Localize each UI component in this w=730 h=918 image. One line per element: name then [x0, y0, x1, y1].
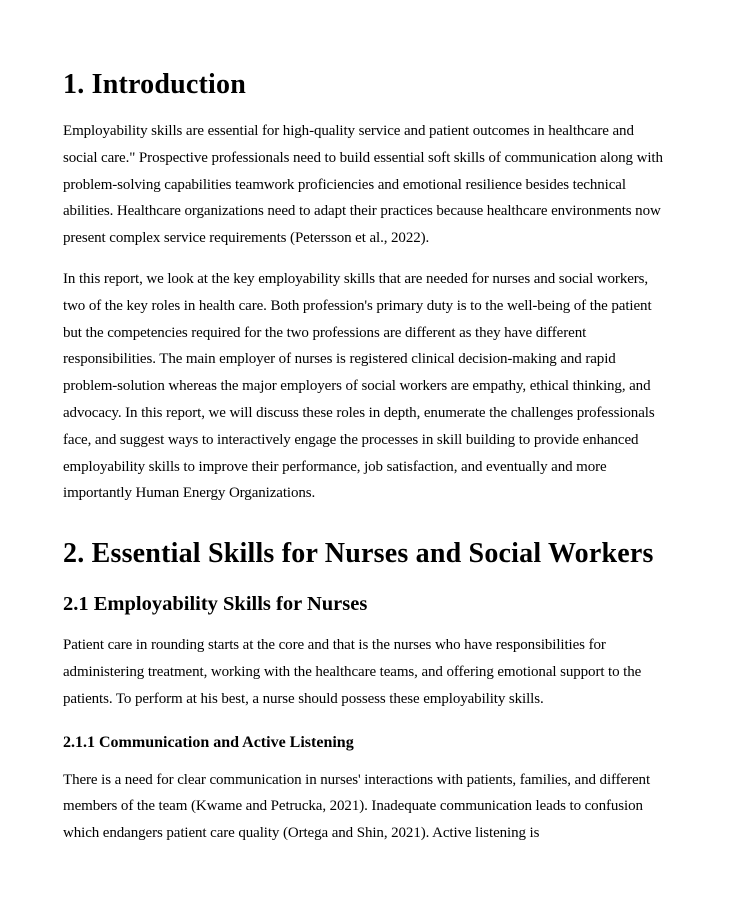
subsection-heading-employability-skills-nurses: 2.1 Employability Skills for Nurses [63, 593, 368, 616]
paragraph-communication-active-listening: There is a need for clear communication in nurses' interactions with patients, families, and different members of the team (Kwame and Petrucka, 2021). Inadequate communication leads to confusion which endangers patient care quality (Ortega and Shin, 2021). Active listening is [63, 771, 651, 842]
paragraph-introduction-2: In this report, we look at the key employability skills that are needed for nurses and social workers, two of the key roles in health care. Both profession's primary duty is to the well-being of the patient but the competencies required for the two professions are different as they have different responsibilities. The main employer of nurses is registered clinical decision-making and rapid problem-solution whereas the major employers of social workers are empathy, ethical thinking, and advocacy. In this report, we will discuss these roles in depth, enumerate the challenges professionals face, and suggest ways to interactively engage the processes in skill building to provide enhanced employability skills to improve their performance, job satisfaction, and eventually and more importantly Human Energy Organizations. [63, 270, 655, 502]
paragraph-nurses-overview: Patient care in rounding starts at the core and that is the nurses who have responsibilities for administering treatment, working with the healthcare teams, and offering emotional support to the patients. To perform at his best, a nurse should possess these employability skills. [63, 637, 642, 707]
paragraph-introduction-1: Employability skills are essential for high-quality service and patient outcomes in healthcare and social care." Prospective professionals need to build essential soft skills of communication along with problem-solving capabilities teamwork proficiencies and emotional resilience besides technical abilities. Healthcare organizations need to adapt their practices because healthcare environments now present complex service requirements (Petersson et al., 2022). [63, 123, 663, 247]
subsubsection-heading-communication-active-listening: 2.1.1 Communication and Active Listening [63, 733, 354, 751]
section-heading-introduction: 1. Introduction [63, 69, 246, 100]
section-heading-essential-skills: 2. Essential Skills for Nurses and Social Workers [63, 538, 654, 570]
